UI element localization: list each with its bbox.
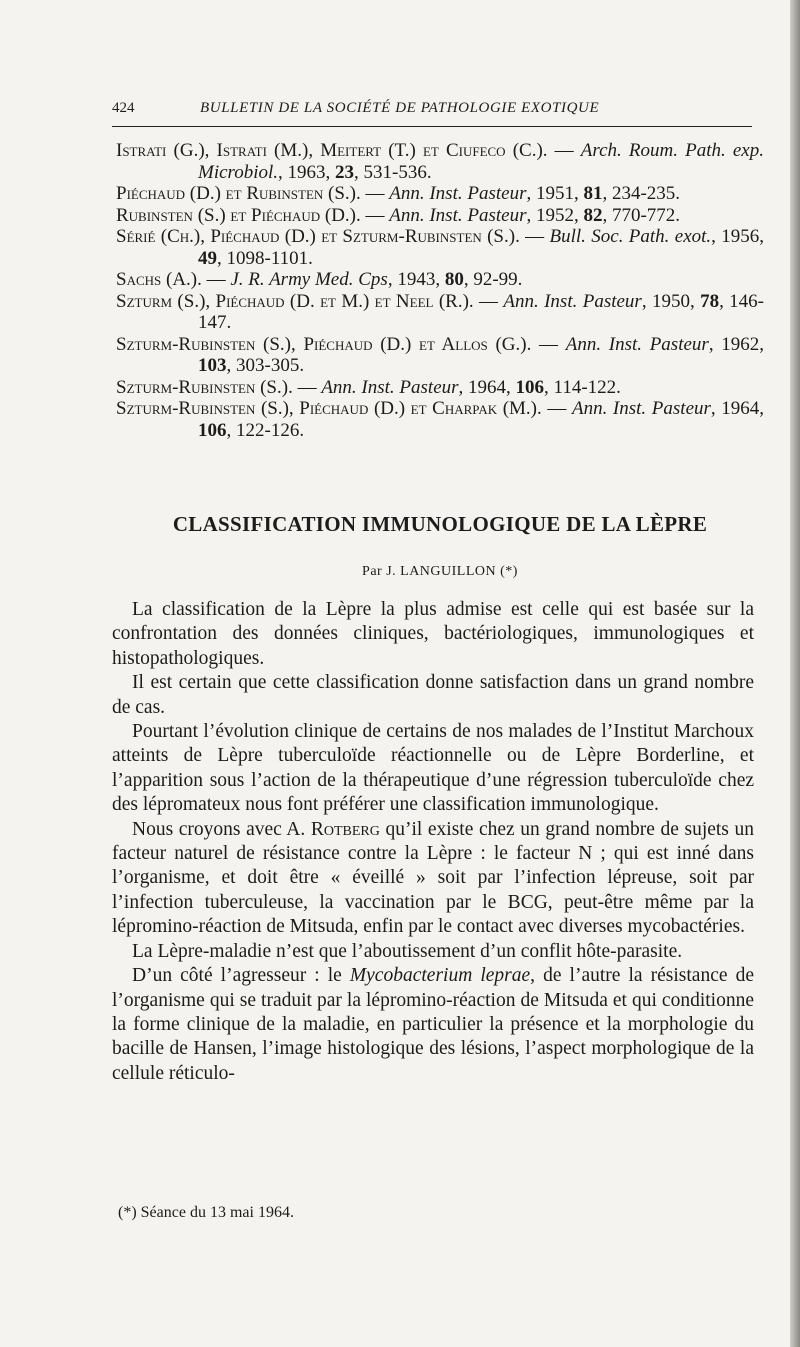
ref-authors: Rubinsten (S.) et Piéchaud (D.). bbox=[116, 204, 361, 226]
ref-volume: 80 bbox=[444, 269, 464, 290]
ref-authors: Szturm-Rubinsten (S.). bbox=[116, 376, 293, 398]
reference-item bbox=[116, 398, 764, 441]
ref-journal: Ann. Inst. Pasteur bbox=[389, 183, 527, 204]
ref-separator: — bbox=[292, 376, 322, 398]
ref-volume: 103 bbox=[198, 355, 227, 376]
body-paragraph: Pourtant l’évolution clinique de certains de nos malades de l’Institut Marchoux atteints de Lèpre tuberculoïde réactionnelle ou de Lèpre Borderline, et l’apparition sous l’action de la thérapeutique d’une régression tuberculoïde chez des lépromateux nous font préférer une classification immunologique. bbox=[112, 721, 754, 816]
ref-volume: 106 bbox=[515, 376, 545, 398]
ref-authors: Istrati (G.), Istrati (M.), Meitert (T.) et Ciufeco (C.). bbox=[116, 140, 548, 161]
ref-journal: Ann. Inst. Pasteur bbox=[503, 290, 642, 312]
ref-year: , 1950, bbox=[641, 290, 701, 312]
ref-authors: Szturm (S.), Piéchaud (D. et M.) et Neel (R.). bbox=[116, 290, 474, 312]
ref-journal: J. R. Army Med. Cps bbox=[230, 269, 388, 290]
ref-journal: Ann. Inst. Pasteur bbox=[321, 376, 459, 398]
ref-journal: Ann. Inst. Pasteur bbox=[565, 333, 709, 355]
body-paragraph: Il est certain que cette classification donne satisfaction dans un grand nombre de cas. bbox=[112, 672, 754, 718]
reference-item bbox=[116, 269, 764, 291]
ref-separator: — bbox=[531, 333, 566, 355]
running-header bbox=[112, 94, 752, 122]
ref-journal: Bull. Soc. Path. exot. bbox=[549, 226, 712, 247]
page-edge-shadow bbox=[790, 0, 800, 1347]
reference-list bbox=[116, 140, 764, 441]
header-rule bbox=[112, 126, 752, 127]
ref-pages: , 122-126. bbox=[226, 419, 305, 441]
ref-pages: , 234-235. bbox=[602, 183, 681, 204]
ref-year: , 1943, bbox=[387, 269, 445, 290]
ref-year: , 1963, bbox=[278, 161, 336, 183]
ref-authors: Szturm-Rubinsten (S.), Piéchaud (D.) et Allos (G.). bbox=[116, 333, 532, 355]
author-name: Rotberg bbox=[310, 818, 380, 840]
body-paragraph bbox=[112, 964, 754, 1086]
ref-pages: , 146-147. bbox=[198, 290, 765, 333]
ref-pages: , 770-772. bbox=[602, 204, 681, 226]
ref-volume: 49 bbox=[198, 247, 217, 269]
ref-year: , 1956, bbox=[711, 226, 765, 247]
ref-pages: , 1098-1101. bbox=[217, 247, 313, 269]
ref-journal: Ann. Inst. Pasteur bbox=[571, 398, 711, 419]
footnote: (*) Séance du 13 mai 1964. bbox=[118, 1204, 294, 1221]
reference-item bbox=[116, 377, 764, 399]
ref-separator: — bbox=[360, 183, 390, 204]
ref-separator: — bbox=[473, 290, 504, 312]
ref-volume: 106 bbox=[198, 419, 227, 441]
body-paragraph bbox=[112, 818, 754, 940]
ref-pages: , 92-99. bbox=[463, 269, 523, 290]
reference-item bbox=[116, 183, 764, 205]
ref-year: , 1952, bbox=[526, 204, 584, 226]
reference-item bbox=[116, 226, 764, 269]
article-title: CLASSIFICATION IMMUNOLOGIQUE DE LA LÈPRE bbox=[172, 512, 708, 536]
ref-authors: Sachs (A.). bbox=[116, 269, 202, 290]
ref-separator: — bbox=[519, 226, 550, 247]
ref-separator: — bbox=[201, 269, 231, 290]
paragraph-text: D’un côté l’agresseur : le bbox=[132, 965, 350, 987]
ref-journal: Arch. Roum. Path. exp. Microbiol. bbox=[198, 140, 764, 183]
ref-year: , 1962, bbox=[708, 333, 765, 355]
ref-authors: Piéchaud (D.) et Rubinsten (S.). bbox=[116, 183, 361, 204]
page-number: 424 bbox=[112, 100, 135, 116]
body-paragraph: La classification de la Lèpre la plus admise est celle qui est basée sur la confrontation des données cliniques, bactériologiques, immunologiques et histopathologiques. bbox=[112, 599, 754, 669]
ref-year: , 1964, bbox=[710, 398, 765, 419]
ref-separator: — bbox=[541, 398, 572, 419]
ref-separator: — bbox=[360, 204, 390, 226]
journal-title: BULLETIN DE LA SOCIÉTÉ DE PATHOLOGIE EXOTIQUE bbox=[200, 100, 600, 116]
reference-item bbox=[116, 291, 764, 334]
ref-year: , 1964, bbox=[458, 376, 516, 398]
paragraph-text: , de l’autre la résistance de l’organisme qui se traduit par la lépromino-réaction de Mitsuda et qui conditionne la forme clinique de la maladie, en particulier la présence et la morphologie du bacille de Hansen, l’image histologique des lésions, l’aspect morphologique de la cellule réticulo- bbox=[112, 965, 754, 1084]
body-paragraph: La Lèpre-maladie n’est que l’aboutissement d’un conflit hôte-parasite. bbox=[132, 940, 683, 962]
ref-volume: 23 bbox=[335, 161, 355, 183]
reference-item bbox=[116, 140, 764, 183]
paragraph-text: Nous croyons avec A. bbox=[132, 818, 311, 840]
article-body bbox=[112, 598, 754, 1086]
ref-pages: , 303-305. bbox=[226, 355, 305, 376]
ref-volume: 78 bbox=[700, 290, 720, 312]
ref-pages: , 531-536. bbox=[354, 161, 432, 183]
ref-pages: , 114-122. bbox=[544, 376, 621, 398]
article-byline: Par J. LANGUILLON (*) bbox=[362, 564, 518, 579]
ref-journal: Ann. Inst. Pasteur bbox=[389, 204, 527, 226]
ref-year: , 1951, bbox=[526, 183, 584, 204]
reference-item bbox=[116, 205, 764, 227]
ref-volume: 82 bbox=[583, 204, 603, 226]
ref-authors: Sérié (Ch.), Piéchaud (D.) et Szturm-Rubinsten (S.). bbox=[116, 226, 520, 247]
paragraph-text: qu’il existe chez un grand nombre de sujets un facteur naturel de résistance contre la Lèpre : le facteur N ; qui est inné dans l’organisme, et doit être « éveillé » soit par l’infection lépreuse, soit par l’infection tuberculeuse, la vaccination par le BCG, peut-être même par la lépromino-réaction de Mitsuda, enfin par le contact avec diverses mycobactéries. bbox=[112, 818, 754, 938]
ref-volume: 81 bbox=[583, 183, 603, 204]
ref-authors: Szturm-Rubinsten (S.), Piéchaud (D.) et Charpak (M.). bbox=[116, 398, 542, 419]
species-name: Mycobacterium leprae bbox=[349, 965, 531, 987]
ref-separator: — bbox=[547, 140, 581, 161]
reference-item bbox=[116, 334, 764, 377]
